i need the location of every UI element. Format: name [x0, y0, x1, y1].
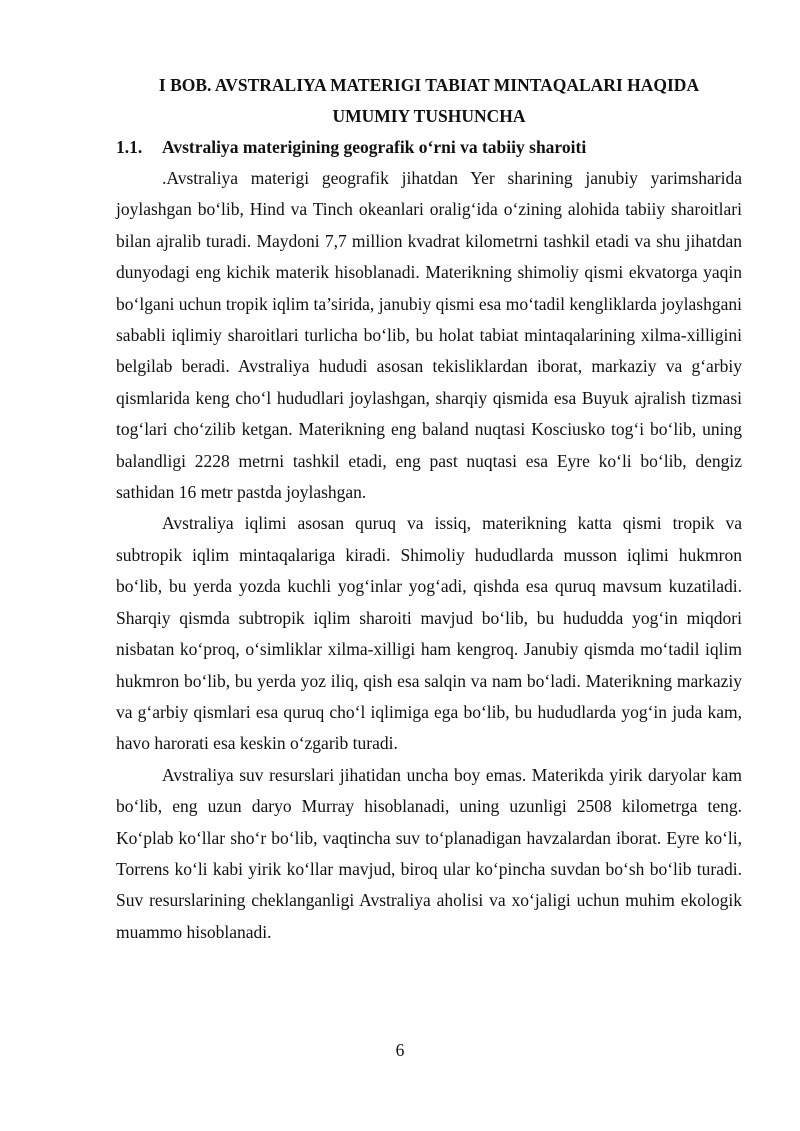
section-heading	[116, 132, 742, 163]
chapter-title-line-1: I BOB. AVSTRALIYA MATERIGI TABIAT MINTAQALARI HAQIDA	[158, 75, 700, 95]
section-number: 1.1.	[116, 137, 143, 157]
paragraph-climate: Avstraliya iqlimi asosan quruq va issiq, materikning katta qismi tropik va subtropik iqlim mintaqalariga kiradi. Shimoliy hududlarda musson iqlimi hukmron bo‘lib, bu yerda yozda kuchli yog‘inlar yog‘adi, qishda esa quruq mavsum kuzatiladi. Sharqiy qismda subtropik iqlim sharoiti mavjud bo‘lib, bu hududda yog‘in miqdori nisbatan ko‘proq, o‘simliklar xilma-xilligi ham kengroq. Janubiy qismda mo‘tadil iqlim hukmron bo‘lib, bu yerda yoz iliq, qish esa salqin va nam bo‘ladi. Materikning markaziy va g‘arbiy qismlari esa quruq cho‘l iqlimiga ega bo‘lib, bu hududlarda yog‘in juda kam, havo harorati esa keskin o‘zgarib turadi.	[116, 513, 742, 754]
paragraph-water-resources: Avstraliya suv resurslari jihatidan uncha boy emas. Materikda yirik daryolar kam bo‘lib, eng uzun daryo Murray hisoblanadi, uning uzunligi 2508 kilometrga teng. Ko‘plab ko‘llar sho‘r bo‘lib, vaqtincha suv to‘planadigan havzalardan iborat. Eyre ko‘li, Torrens ko‘li kabi yirik ko‘llar mavjud, biroq ular ko‘pincha suvdan bo‘sh bo‘lib turadi. Suv resurslarining cheklanganligi Avstraliya aholisi va xo‘jaligi uchun muhim ekologik muammo hisoblanadi.	[116, 764, 742, 942]
section-title: Avstraliya materigining geografik o‘rni va tabiiy sharoiti	[162, 137, 587, 157]
page-number: 6	[395, 1040, 405, 1060]
chapter-title-line-2: UMUMIY TUSHUNCHA	[332, 106, 526, 126]
paragraph-geography: .Avstraliya materigi geografik jihatdan Yer sharining janubiy yarimsharida joylashgan bo‘lib, Hind va Tinch okeanlari oralig‘ida o‘zining alohida tabiiy sharoitlari bilan ajralib turadi. Maydoni 7,7 million kvadrat kilometrni tashkil etadi va shu jihatdan dunyodagi eng kichik materik hisoblanadi. Materikning shimoliy qismi ekvatorga yaqin bo‘lgani uchun tropik iqlim ta’sirida, janubiy qismi esa mo‘tadil kengliklarda joylashgani sababli iqlimiy sharoitlari turlicha bo‘lib, bu holat tabiat mintaqalarining xilma-xilligini belgilab beradi. Avstraliya hududi asosan tekisliklardan iborat, markaziy va g‘arbiy qismlarida keng cho‘l hududlari joylashgan, sharqiy qismida esa Buyuk ajralish tizmasi tog‘lari cho‘zilib ketgan. Materikning eng baland nuqtasi Kosciusko tog‘i bo‘lib, uning balandligi 2228 metrni tashkil etadi, eng past nuqtasi esa Eyre ko‘li bo‘lib, dengiz sathidan 16 metr pastda joylashgan.	[116, 168, 742, 503]
chapter-title	[116, 70, 742, 132]
